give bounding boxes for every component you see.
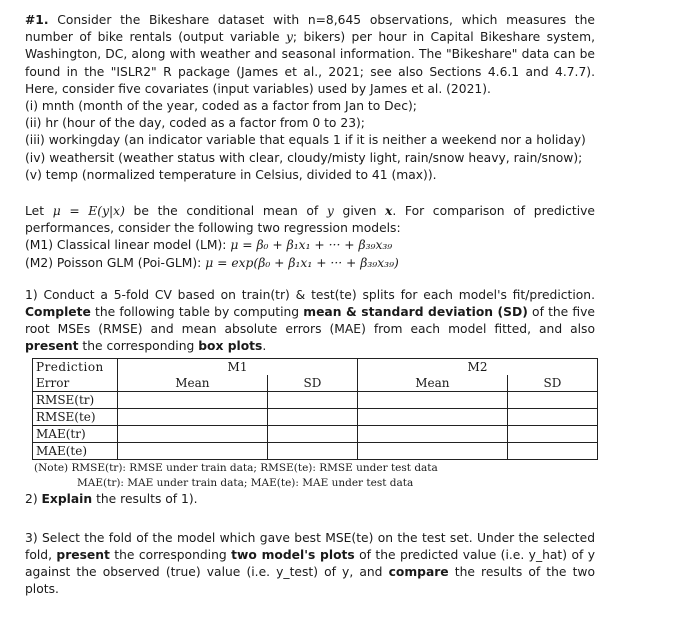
covariate-list <box>25 98 595 184</box>
table-row <box>33 391 598 408</box>
row-label: MAE(tr) <box>33 425 118 442</box>
column-header-sd: SD <box>267 375 357 392</box>
column-header-mean: Mean <box>357 375 507 392</box>
covariate-item: (ii) hr (hour of the day, coded as a factor from 0 to 23); <box>25 116 365 131</box>
table-cell[interactable] <box>507 408 597 425</box>
table-cell[interactable] <box>267 408 357 425</box>
table-note-line-2: MAE(tr): MAE under train data; MAE(te): MAE under test data <box>77 476 414 489</box>
column-header-sd: SD <box>507 375 597 392</box>
table-row <box>33 442 598 459</box>
table-cell[interactable] <box>267 442 357 459</box>
table-cell[interactable] <box>507 391 597 408</box>
definition-paragraph: Let μ = E(y|x) be the conditional mean of y given x. For comparison of predictive performances, consider the following two regression models: <box>25 203 595 236</box>
table-cell[interactable] <box>267 391 357 408</box>
corner-header-bottom: Error <box>33 375 118 392</box>
table-cell[interactable] <box>267 425 357 442</box>
model-m2: (M2) Poisson GLM (Poi-GLM): μ = exp(β₀ + β₁x₁ + ··· + β₃₉x₃₉) <box>25 255 399 270</box>
table-cell[interactable] <box>118 425 268 442</box>
problem-sheet <box>25 12 595 599</box>
table-cell[interactable] <box>118 408 268 425</box>
table-note-line-1: (Note) RMSE(tr): RMSE under train data; RMSE(te): RMSE under test data <box>34 461 438 474</box>
table-cell[interactable] <box>118 391 268 408</box>
covariate-item: (i) mnth (month of the year, coded as a factor from Jan to Dec); <box>25 99 417 114</box>
table-cell[interactable] <box>507 425 597 442</box>
row-label: RMSE(tr) <box>33 391 118 408</box>
covariate-item: (v) temp (normalized temperature in Celsius, divided to 41 (max)). <box>25 167 437 182</box>
table-cell[interactable] <box>357 442 507 459</box>
table-cell[interactable] <box>357 408 507 425</box>
table-cell[interactable] <box>507 442 597 459</box>
column-header-mean: Mean <box>118 375 268 392</box>
model-m1: (M1) Classical linear model (LM): μ = β₀ + β₁x₁ + ··· + β₃₉x₃₉ <box>25 238 393 253</box>
column-group-m1: M1 <box>118 358 358 375</box>
question-2: 2) Explain the results of 1). <box>25 491 198 506</box>
table-row <box>33 425 598 442</box>
row-label: RMSE(te) <box>33 408 118 425</box>
intro-paragraph: #1. Consider the Bikeshare dataset with n=8,645 observations, which measures the number of bike rentals (output variable y; bikers) per hour in Capital Bikeshare system, Washington, DC, along with weather and seasonal information. The "Bikeshare" data can be found in the "ISLR2" R package (James et al., 2021; see also Sections 4.6.1 and 4.7.7). Here, consider five covariates (input variables) used by James et al. (2021). <box>25 13 595 96</box>
table-row <box>33 408 598 425</box>
results-table <box>32 358 598 460</box>
corner-header-top: Prediction <box>33 358 118 375</box>
question-1: 1) Conduct a 5-fold CV based on train(tr) & test(te) splits for each model's fit/prediction. Complete the following table by computing mean & standard deviation (SD) of the five root MSEs (RMSE) and mean absolute errors (MAE) from each model fitted, and also present the corresponding box plots. <box>25 287 596 354</box>
problem-number: #1. <box>25 13 49 27</box>
table-cell[interactable] <box>357 425 507 442</box>
question-3: 3) Select the fold of the model which gave best MSE(te) on the test set. Under the selected fold, present the corresponding two model's plots of the predicted value (i.e. y_hat) of y against the observed (true) value (i.e. y_test) of y, and compare the results of the two plots. <box>25 530 595 597</box>
covariate-item: (iii) workingday (an indicator variable that equals 1 if it is neither a weekend nor a holiday) <box>25 133 586 148</box>
row-label: MAE(te) <box>33 442 118 459</box>
column-group-m2: M2 <box>357 358 597 375</box>
table-cell[interactable] <box>357 391 507 408</box>
table-cell[interactable] <box>118 442 268 459</box>
covariate-item: (iv) weathersit (weather status with clear, cloudy/misty light, rain/snow heavy, rain/snow); <box>25 150 583 165</box>
